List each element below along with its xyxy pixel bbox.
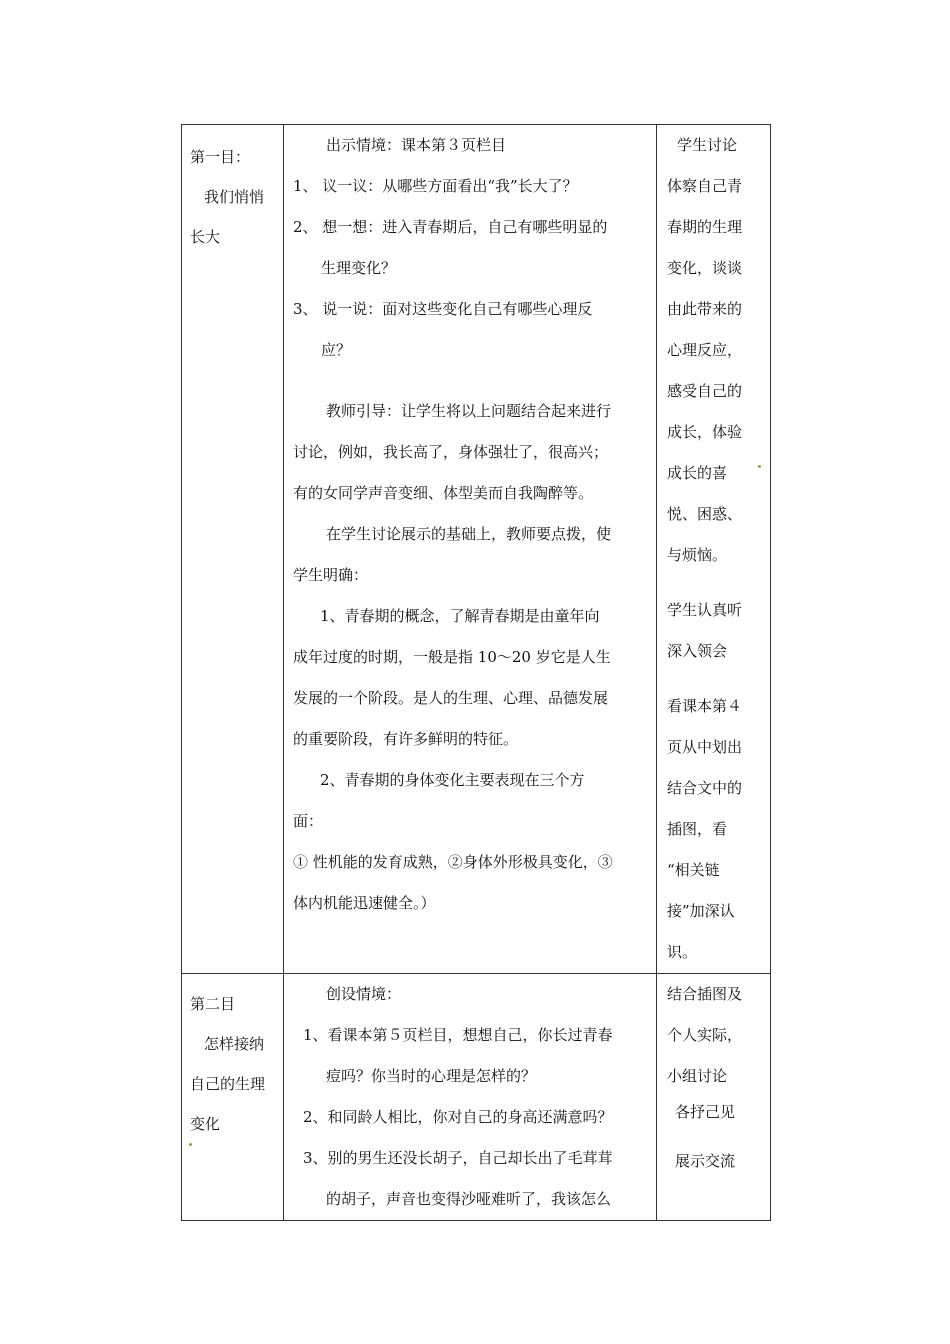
lesson-plan-table <box>181 124 771 1221</box>
activity-line: 各抒己见 <box>675 1103 736 1121</box>
content-line: 的重要阶段，有许多鲜明的特征。 <box>293 730 519 748</box>
activity-line: 成长，体验 <box>667 423 743 441</box>
activity-line: 展示交流 <box>675 1152 736 1170</box>
activity-line: 插图，看 <box>667 820 728 838</box>
activity-line: 小组讨论 <box>667 1067 728 1085</box>
table-row <box>182 974 771 1221</box>
activity-cell <box>657 974 771 1221</box>
content-line: 有的女同学声音变细、体型美而自我陶醉等。 <box>293 484 594 502</box>
activity-cell <box>657 125 771 974</box>
content-line: 发展的一个阶段。是人的生理、心理、品德发展 <box>293 689 609 707</box>
activity-line: 深入领会 <box>667 642 728 660</box>
activity-line: 接”加深认 <box>667 902 735 920</box>
topic-line: 自己的生理 <box>190 1075 266 1093</box>
topic-line: 第一目： <box>190 148 251 166</box>
topic-line: 怎样接纳 <box>204 1035 265 1053</box>
content-line: 2、 想一想：进入青春期后，自己有哪些明显的 <box>293 218 608 236</box>
content-cell <box>284 974 657 1221</box>
content-line: 教师引导：让学生将以上问题结合起来进行 <box>326 402 612 420</box>
activity-line: “相关链 <box>667 861 720 879</box>
activity-line: 结合插图及 <box>667 985 743 1003</box>
topic-cell <box>182 125 284 974</box>
activity-line: 与烦恼。 <box>667 546 728 564</box>
activity-line: 悦、困惑、 <box>667 505 743 523</box>
content-line: 3、别的男生还没长胡子，自己却长出了毛茸茸 <box>303 1149 613 1167</box>
table-row <box>182 125 771 974</box>
activity-line: 页从中划出 <box>667 738 743 756</box>
content-line: 体内机能迅速健全。） <box>293 894 436 912</box>
activity-line: 看课本第４ <box>667 697 743 715</box>
content-line: 1、青春期的概念，了解青春期是由童年向 <box>320 607 600 625</box>
activity-line: 结合文中的 <box>667 779 743 797</box>
activity-line: 变化，谈谈 <box>667 259 743 277</box>
topic-line: 我们悄悄 <box>204 188 265 206</box>
content-line: 2、青春期的身体变化主要表现在三个方 <box>320 771 585 789</box>
content-line: 出示情境：课本第３页栏目 <box>326 136 507 154</box>
activity-line: 感受自己的 <box>667 382 743 400</box>
stray-dot-mark <box>758 465 761 468</box>
content-line: 痘吗？你当时的心理是怎样的？ <box>326 1067 537 1085</box>
topic-cell <box>182 974 284 1221</box>
activity-line: 学生认真听 <box>667 601 743 619</box>
activity-line: 识。 <box>667 943 698 961</box>
activity-line: 学生讨论 <box>677 136 738 154</box>
activity-line: 春期的生理 <box>667 218 743 236</box>
content-line: 讨论，例如，我长高了，身体强壮了，很高兴； <box>293 443 609 461</box>
content-line: 2、和同龄人相比，你对自己的身高还满意吗？ <box>303 1108 613 1126</box>
content-line: 在学生讨论展示的基础上，教师要点拨，使 <box>326 525 612 543</box>
content-line: 生理变化？ <box>321 259 397 277</box>
topic-line: 第二目 <box>190 995 236 1013</box>
content-line: 创设情境： <box>326 985 402 1003</box>
content-line: 的胡子，声音也变得沙哑难听了，我该怎么 <box>326 1190 612 1208</box>
content-line: 学生明确： <box>293 566 369 584</box>
topic-line: 变化 <box>190 1115 221 1133</box>
activity-line: 个人实际， <box>667 1026 743 1044</box>
content-line: 应？ <box>321 341 352 359</box>
content-line: ① 性机能的发育成熟，②身体外形极具变化，③ <box>293 853 613 871</box>
content-cell <box>284 125 657 974</box>
topic-line: 长大 <box>190 228 221 246</box>
activity-line: 体察自己青 <box>667 177 743 195</box>
activity-line: 由此带来的 <box>667 300 743 318</box>
content-line: 1、看课本第５页栏目，想想自己，你长过青春 <box>303 1026 613 1044</box>
content-line: 面： <box>293 812 324 830</box>
stray-dot-mark <box>189 1143 192 1146</box>
activity-line: 成长的喜 <box>667 464 728 482</box>
content-line: 成年过度的时期，一般是指 10～20 岁它是人生 <box>293 648 611 666</box>
activity-line: 心理反应， <box>667 341 743 359</box>
content-line: 3、 说一说：面对这些变化自己有哪些心理反 <box>293 300 593 318</box>
content-line: 1、 议一议：从哪些方面看出“我”长大了？ <box>293 177 578 195</box>
